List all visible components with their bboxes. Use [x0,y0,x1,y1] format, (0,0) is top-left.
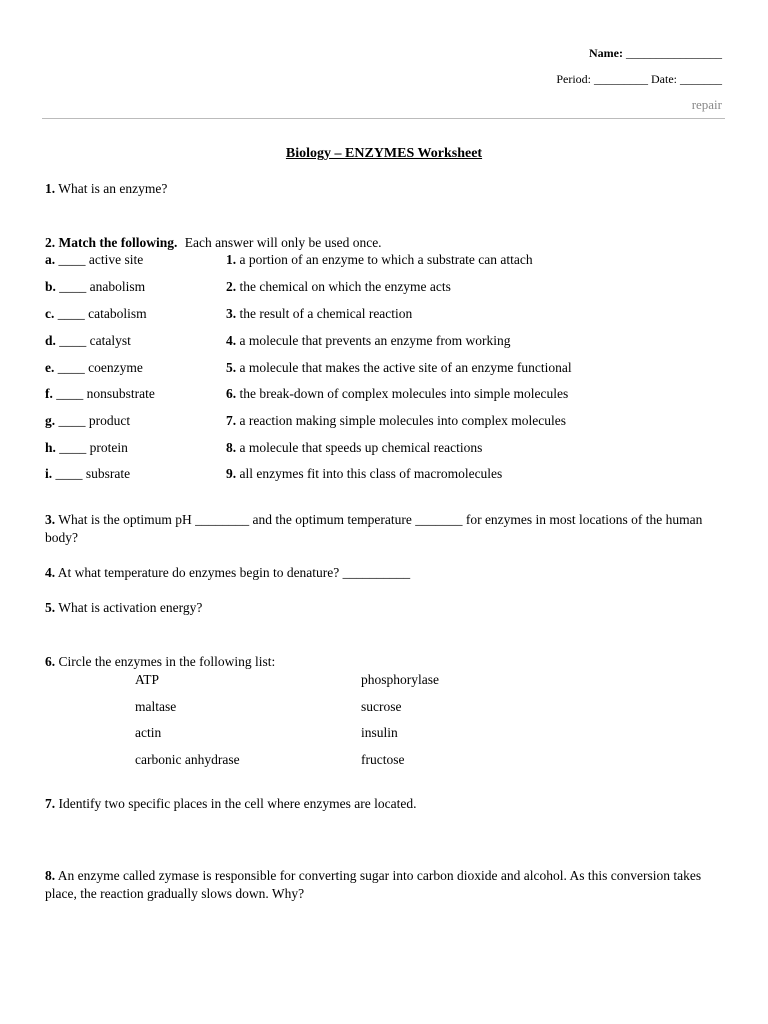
question-number: 2. [45,235,56,250]
question-5 [45,600,202,616]
question-number: 4. [45,565,56,580]
match-definition: 8. a molecule that speeds up chemical reactions [226,440,483,455]
match-definition: 6. the break-down of complex molecules into simple molecules [226,386,569,401]
period-label: Period: [556,72,591,86]
enzyme-list-item: ATP [135,672,160,687]
question-text: Circle the enzymes in the following list: [58,654,276,669]
match-definition: 2. the chemical on which the enzyme acts [226,279,451,294]
question-4 [45,565,410,581]
question-1 [45,181,167,197]
enzyme-list-item: actin [135,725,162,740]
name-field [589,46,722,61]
match-definition: 9. all enzymes fit into this class of macromolecules [226,466,503,481]
match-term: i. ____ subsrate [45,466,131,481]
enzyme-list-item: phosphorylase [361,672,439,687]
question-text: What is an enzyme? [58,181,168,196]
header-divider [42,118,725,119]
match-term: a. ____ active site [45,252,144,267]
question-3 [45,511,725,547]
match-term: b. ____ anabolism [45,279,146,294]
match-instruction: Each answer will only be used once. [184,235,382,250]
match-definition: 1. a portion of an enzyme to which a substrate can attach [226,252,533,267]
question-number: 5. [45,600,56,615]
worksheet-title: Biology – ENZYMES Worksheet [285,146,483,161]
question-2-heading [45,235,382,251]
match-term: f. ____ nonsubstrate [45,386,155,401]
question-7 [45,796,416,812]
question-number: 8. [45,868,56,883]
question-text: What is activation energy? [58,600,203,615]
question-number: 1. [45,181,56,196]
question-number: 7. [45,796,56,811]
question-text: What is the optimum pH ________ and the optimum temperature _______ for enzymes in most locations of the human body? [45,512,703,545]
name-blank: ________________ [626,46,722,60]
enzyme-list-item: carbonic anhydrase [135,752,240,767]
match-term: e. ____ coenzyme [45,360,143,375]
match-definition: 5. a molecule that makes the active site of an enzyme functional [226,360,572,375]
question-6 [45,654,275,670]
question-number: 3. [45,512,56,527]
name-label: Name: [589,46,623,60]
enzyme-list-item: maltase [135,699,177,714]
question-text: An enzyme called zymase is responsible for converting sugar into carbon dioxide and alcohol. As this conversion takes place, the reaction gradually slows down. Why? [45,868,702,901]
date-label: Date: [651,72,677,86]
match-term: h. ____ protein [45,440,128,455]
enzyme-list-item: sucrose [361,699,402,714]
match-term: c. ____ catabolism [45,306,147,321]
date-blank: _______ [680,72,722,86]
match-term: g. ____ product [45,413,131,428]
repair-text: repair [691,97,722,112]
match-definition: 3. the result of a chemical reaction [226,306,413,321]
match-heading: Match the following. [58,235,178,250]
enzyme-list-item: fructose [361,752,405,767]
question-text: Identify two specific places in the cell where enzymes are located. [58,796,417,811]
match-definition: 7. a reaction making simple molecules into complex molecules [226,413,567,428]
match-definition: 4. a molecule that prevents an enzyme from working [226,333,511,348]
period-date-field [556,72,722,87]
match-term: d. ____ catalyst [45,333,131,348]
enzyme-list-item: insulin [361,725,398,740]
question-text: At what temperature do enzymes begin to denature? __________ [57,565,411,580]
period-blank: _________ [594,72,648,86]
question-number: 6. [45,654,56,669]
question-8 [45,867,725,903]
